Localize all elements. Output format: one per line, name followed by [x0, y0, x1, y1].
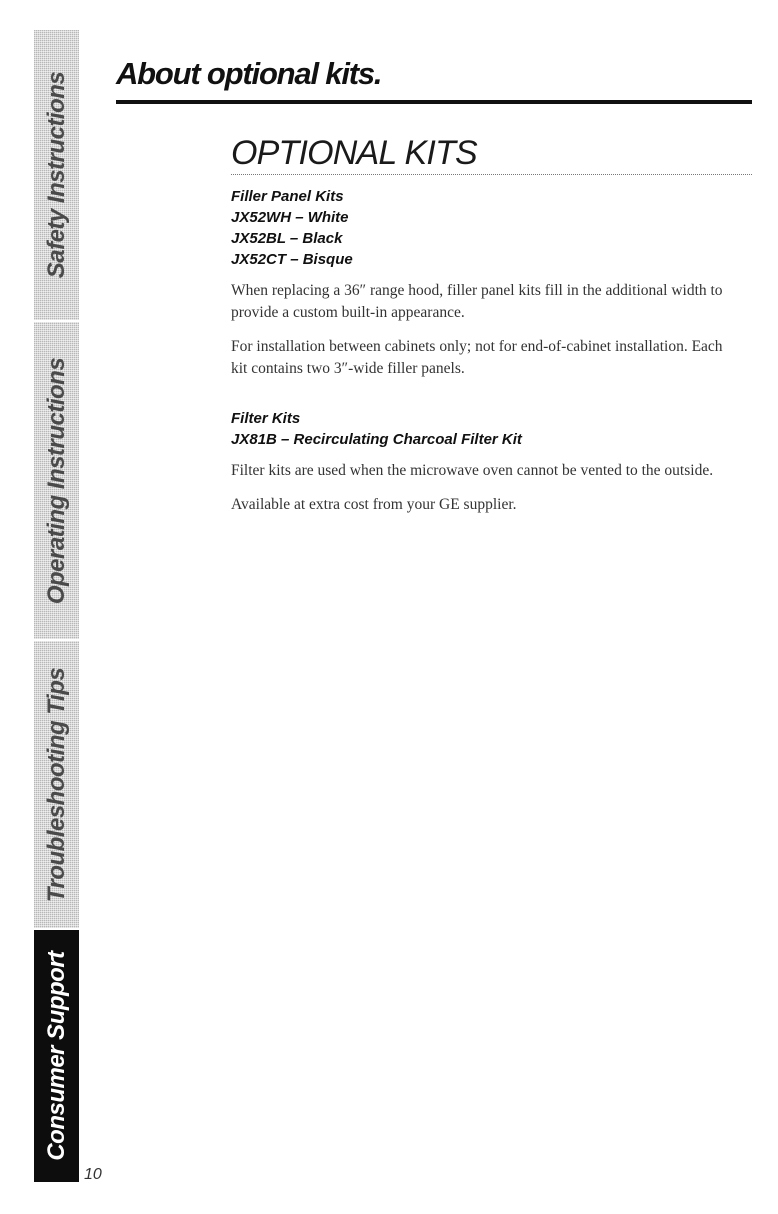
kit-block-filler-panel	[231, 186, 731, 380]
kit-heading: Filter Kits	[231, 410, 301, 427]
kit-description: When replacing a 36″ range hood, filler panel kits fill in the additional width to provide a custom built-in appearance.	[231, 282, 723, 321]
kit-description: Available at extra cost from your GE supplier.	[231, 496, 517, 513]
tab-troubleshooting-tips[interactable]	[34, 641, 79, 928]
section-title: OPTIONAL KITS	[231, 134, 477, 172]
tab-safety-instructions[interactable]	[34, 30, 79, 320]
tab-label: Safety Instructions	[42, 71, 70, 279]
tab-operating-instructions[interactable]	[34, 322, 79, 639]
kit-description: Filter kits are used when the microwave oven cannot be vented to the outside.	[231, 462, 714, 479]
kits-content	[231, 186, 731, 536]
tab-label: Operating Instructions	[42, 357, 70, 604]
tab-label: Consumer Support	[42, 951, 70, 1161]
sidebar-tabs	[34, 30, 79, 1182]
kit-model: JX52CT – Bisque	[231, 251, 353, 268]
section-divider	[231, 174, 752, 175]
page-number: 10	[84, 1166, 102, 1183]
kit-model: JX52BL – Black	[231, 230, 343, 247]
kit-heading: Filler Panel Kits	[231, 188, 344, 205]
kit-block-filter	[231, 408, 731, 516]
page-title: About optional kits.	[116, 56, 382, 91]
kit-model: JX81B – Recirculating Charcoal Filter Kit	[231, 431, 522, 448]
tab-label: Troubleshooting Tips	[42, 667, 70, 902]
kit-model: JX52WH – White	[231, 209, 349, 226]
title-rule	[116, 100, 752, 104]
tab-consumer-support[interactable]	[34, 930, 79, 1182]
kit-description: For installation between cabinets only; not for end-of-cabinet installation. Each kit contains two 3″-wide filler panels.	[231, 338, 723, 377]
